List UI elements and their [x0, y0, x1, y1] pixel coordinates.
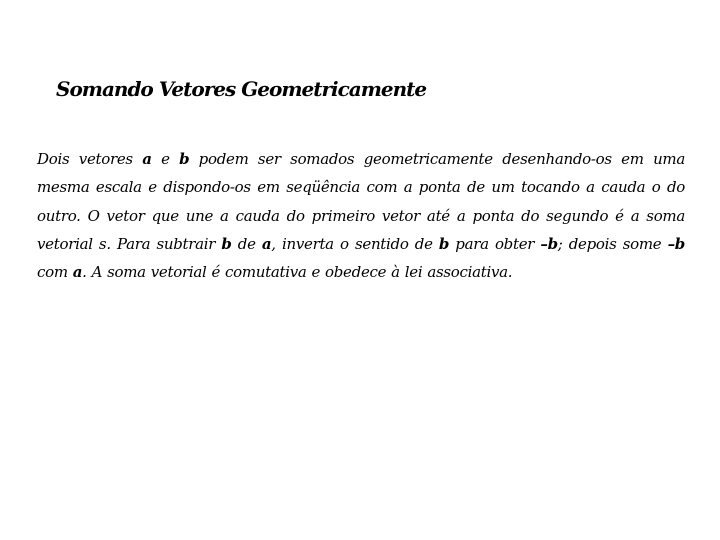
text-segment: de: [231, 234, 262, 253]
text-segment: ; depois some: [557, 234, 668, 253]
text-segment: para obter: [449, 234, 541, 253]
vector-b: b: [179, 150, 190, 168]
text-segment: e: [151, 150, 180, 168]
vector-minus-b: –b: [667, 234, 685, 253]
text-segment: , inverta o sentido de: [271, 234, 439, 253]
vector-b: b: [438, 234, 450, 253]
slide-title: Somando Vetores Geometricamente: [56, 77, 427, 101]
vector-a: a: [72, 263, 83, 282]
text-segment: . A soma vetorial é comutativa e obedece à lei associativa.: [82, 263, 513, 282]
vector-a: a: [261, 234, 272, 253]
vector-minus-b: –b: [540, 234, 558, 253]
text-segment: Dois vetores: [37, 150, 143, 168]
slide-paragraph: [37, 145, 685, 286]
text-segment: podem ser somados geometricamente desenhando-os em uma mesma escala e dispondo-os em seqüência com a ponta de um tocando a cauda o do outro. O vetor que une a cauda do primeiro vetor até a ponta do segundo é a soma vetorial s. Para subtrair: [37, 150, 686, 253]
vector-b: b: [221, 234, 232, 253]
vector-a: a: [142, 150, 152, 168]
text-segment: com: [37, 263, 73, 282]
